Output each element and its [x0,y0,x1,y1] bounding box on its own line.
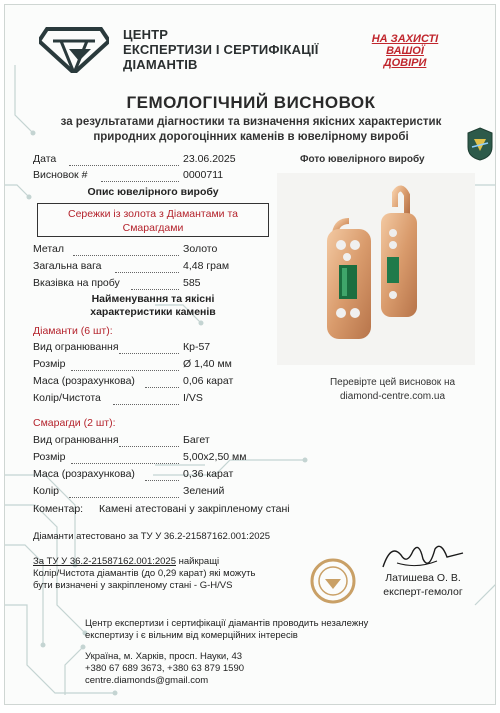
diamond-color-row [33,392,203,404]
seal-icon [309,557,357,605]
org-line: ЦЕНТР [123,27,169,42]
note-text: бути визначені у закріпленому стані - G-H/VS [33,580,233,591]
color-value: Зелений [183,485,225,497]
comment-row [33,503,290,515]
weight-row [33,260,230,272]
dotted-leader [73,243,179,256]
emerald-size-row [33,451,247,463]
comment-value: Камені атестовані у закріпленому стані [99,503,290,515]
earrings-photo [277,173,475,365]
number-value: 0000711 [183,169,224,181]
dotted-leader [71,358,179,371]
probe-row [33,277,201,289]
metal-value: Золото [183,243,218,255]
address-line: Україна, м. Харків, просп. Науки, 43 [85,651,243,662]
dotted-leader [69,485,179,498]
stones-title-line: характеристики каменів [90,306,216,318]
emerald-cut-row [33,434,210,446]
size-label: Розмір [33,451,66,463]
metal-label: Метал [33,243,65,255]
slogan [355,33,455,69]
document-subtitle [45,115,457,145]
signer-block [373,571,473,599]
description-text: Сережки із золота з Діамантами та [68,208,238,220]
note-text: Колір/Чистота діамантів (до 0,29 карат) які можуть [33,568,256,579]
description-text: Смарагдами [122,222,184,234]
mass-value: 0,06 карат [183,375,234,387]
note-standard: За ТУ У 36.2-21587162.001:2025 [33,556,176,567]
cut-label: Вид огранювання [33,341,119,353]
size-value: 5,00x2,50 мм [183,451,247,463]
document-title: ГЕМОЛОГІЧНИЙ ВИСНОВОК [126,93,376,112]
weight-label: Загальна вага [33,260,102,272]
dotted-leader [115,260,179,273]
verify-url[interactable]: diamond-centre.com.ua [339,391,446,402]
color-label: Колір/Чистота [33,392,101,404]
emerald-color-row [33,485,225,497]
description-box [37,203,269,237]
dotted-leader [101,169,179,182]
verification-note [305,376,480,404]
number-label: Висновок # [33,169,88,181]
phone-line: +380 67 689 3673, +380 63 879 1590 [85,663,245,674]
hologram-badge-icon [467,127,493,161]
diamond-mass-row [33,375,234,387]
dotted-leader [119,341,179,354]
org-line: ДІАМАНТІВ [123,57,198,72]
slogan-line: НА ЗАХИСТІ [371,33,439,45]
dotted-leader [131,277,179,290]
probe-value: 585 [183,277,201,289]
organization-name [123,27,319,72]
dotted-leader [71,451,179,464]
stones-title [37,293,269,319]
emeralds-header: Смарагди (2 шт): [33,417,116,429]
slogan-line: ДОВІРИ [383,57,427,69]
standard-note [33,556,255,592]
size-label: Розмір [33,358,66,370]
cut-label: Вид огранювання [33,434,119,446]
date-row [33,153,236,165]
comment-label: Коментар: [33,503,84,515]
dotted-leader [113,392,179,405]
verify-text: Перевірте цей висновок на [329,377,456,388]
diamond-cut-row [33,341,211,353]
diamonds-header: Діаманти (6 шт): [33,325,113,337]
dotted-leader [69,153,179,166]
date-label: Дата [33,153,57,165]
metal-row [33,243,218,255]
mass-value: 0,36 карат [183,468,234,480]
mass-label: Маса (розрахункова) [33,468,135,480]
cut-value: Кр-57 [183,341,211,353]
footer-line: експертизу і є вільним від комерційних інтересів [85,630,298,641]
email-line[interactable]: centre.diamonds@gmail.com [85,675,209,686]
footer-line: Центр експертизи і сертифікації діамантів проводить незалежну [85,618,369,629]
emerald-mass-row [33,468,234,480]
color-label: Колір [33,485,60,497]
attestation-note: Діаманти атестовано за ТУ У 36.2-21587162.001:2025 [33,531,271,542]
stones-title-line: Найменування та якісні [91,293,215,305]
description-title: Опис ювелірного виробу [87,186,219,198]
weight-value: 4,48 грам [183,260,230,272]
number-row [33,169,224,181]
cut-value: Багет [183,434,210,446]
org-line: ЕКСПЕРТИЗИ І СЕРТИФІКАЦІЇ [123,42,319,57]
signer-role: експерт-гемолог [383,586,463,598]
slogan-line: ВАШОЇ [386,45,424,57]
size-value: Ø 1,40 мм [183,358,232,370]
independence-note [85,618,368,642]
diamond-logo-icon [39,27,109,73]
photo-caption: Фото ювелірного виробу [300,154,425,165]
probe-label: Вказівка на пробу [33,277,120,289]
note-text: найкращі [176,556,220,567]
dotted-leader [145,468,179,481]
color-value: I/VS [183,392,203,404]
date-value: 23.06.2025 [183,153,236,165]
contact-address [85,651,244,687]
dotted-leader [145,375,179,388]
mass-label: Маса (розрахункова) [33,375,135,387]
dotted-leader [119,434,179,447]
certificate-page [4,4,496,705]
diamond-size-row [33,358,232,370]
signer-name: Латишева О. В. [385,572,461,584]
subtitle-line: природних дорогоцінних каменів в ювелірному виробі [93,131,409,143]
subtitle-line: за результатами діагностики та визначення якісних характеристик [60,116,442,128]
